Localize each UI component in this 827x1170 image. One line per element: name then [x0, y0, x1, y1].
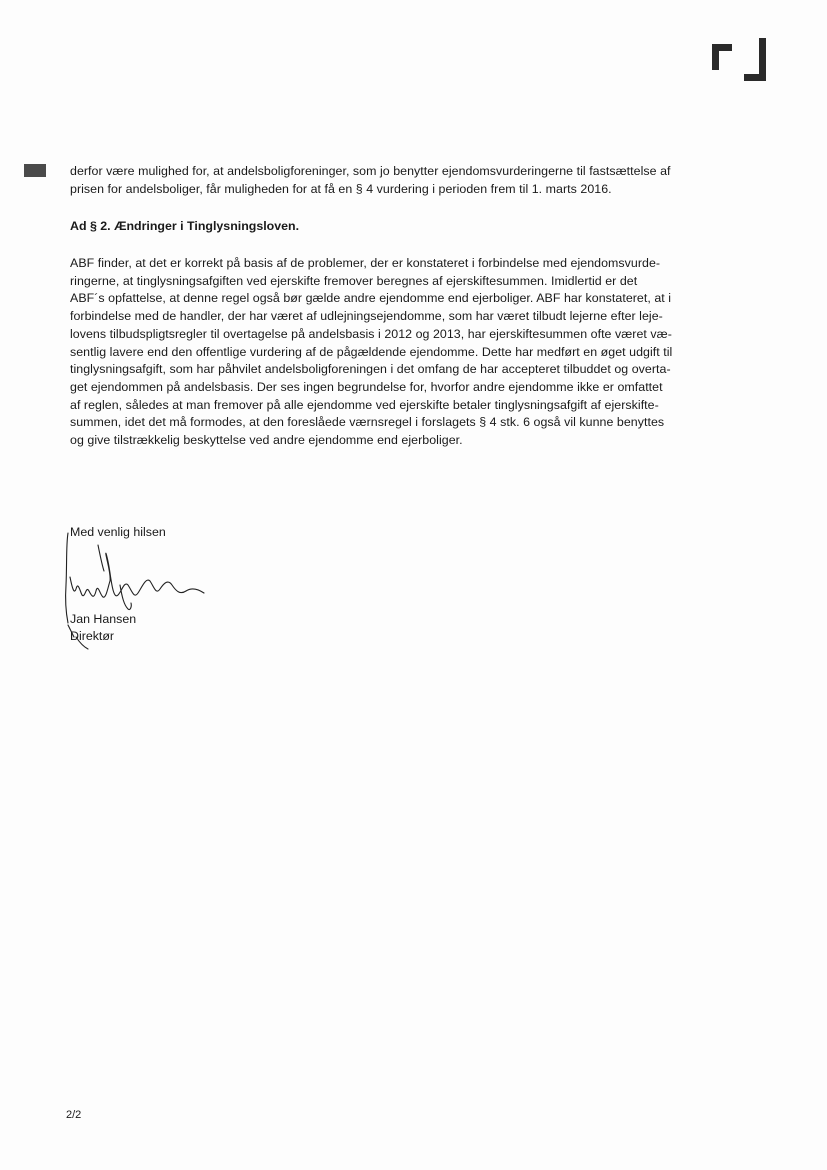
body-line: sentlig lavere end den offentlige vurdering af de pågældende ejendomme. Dette har medført en øget udgift til [70, 344, 673, 359]
intro-paragraph [70, 163, 720, 198]
body-line: tinglysningsafgift, som har påhvilet andelsboligforeningen i det omfang de har accepteret tilbuddet og overta- [70, 362, 671, 377]
body-line: ABF´s opfattelse, at denne regel også bør gælde andre ejendomme end ejerboliger. ABF har konstateret, at i [70, 291, 672, 306]
signer-title: Direktør [70, 629, 115, 643]
body-line: get ejendommen på andelsbasis. Der ses ingen begrundelse for, hvorfor andre ejendomme ikke er omfattet [70, 379, 663, 394]
body-line: forbindelse med de handler, der har været af udlejningsejendomme, som har været tilbudt lejerne efter leje- [70, 309, 663, 324]
signer-name: Jan Hansen [70, 612, 137, 626]
section-heading: Ad § 2. Ændringer i Tinglysningsloven. [70, 219, 300, 233]
body-line: summen, idet det må formodes, at den foreslåede værnsregel i forslagets § 4 stk. 6 også vil kunne benyttes [70, 415, 665, 430]
body-line: lovens tilbudspligtsregler til overtagelse på andelsbasis i 2012 og 2013, har ejerskiftesummen ofte været væ- [70, 326, 672, 341]
body-paragraph [70, 255, 720, 450]
margin-mark [24, 164, 46, 177]
page-number: 2/2 [66, 1109, 82, 1121]
body-line: ringerne, at tinglysningsafgiften ved ejerskifte fremover beregnes af ejerskiftesummen. Imidlertid er det [70, 273, 638, 288]
intro-line: derfor være mulighed for, at andelsboligforeninger, som jo benytter ejendomsvurderingerne til fastsættelse af [70, 164, 671, 178]
intro-line: prisen for andelsboliger, får muligheden for at få en § 4 vurdering i perioden frem til 1. marts 2016. [70, 181, 612, 196]
corner-logo-icon [710, 36, 768, 86]
body-line: og give tilstrækkelig beskyttelse ved andre ejendomme end ejerboliger. [70, 433, 463, 448]
body-line: af reglen, således at man fremover på alle ejendomme ved ejerskifte betaler tinglysningsafgift af ejerskifte- [70, 397, 659, 412]
body-line: ABF finder, at det er korrekt på basis af de problemer, der er konstateret i forbindelse med ejendomsvurde- [70, 256, 661, 270]
closing-salutation: Med venlig hilsen [70, 525, 166, 539]
